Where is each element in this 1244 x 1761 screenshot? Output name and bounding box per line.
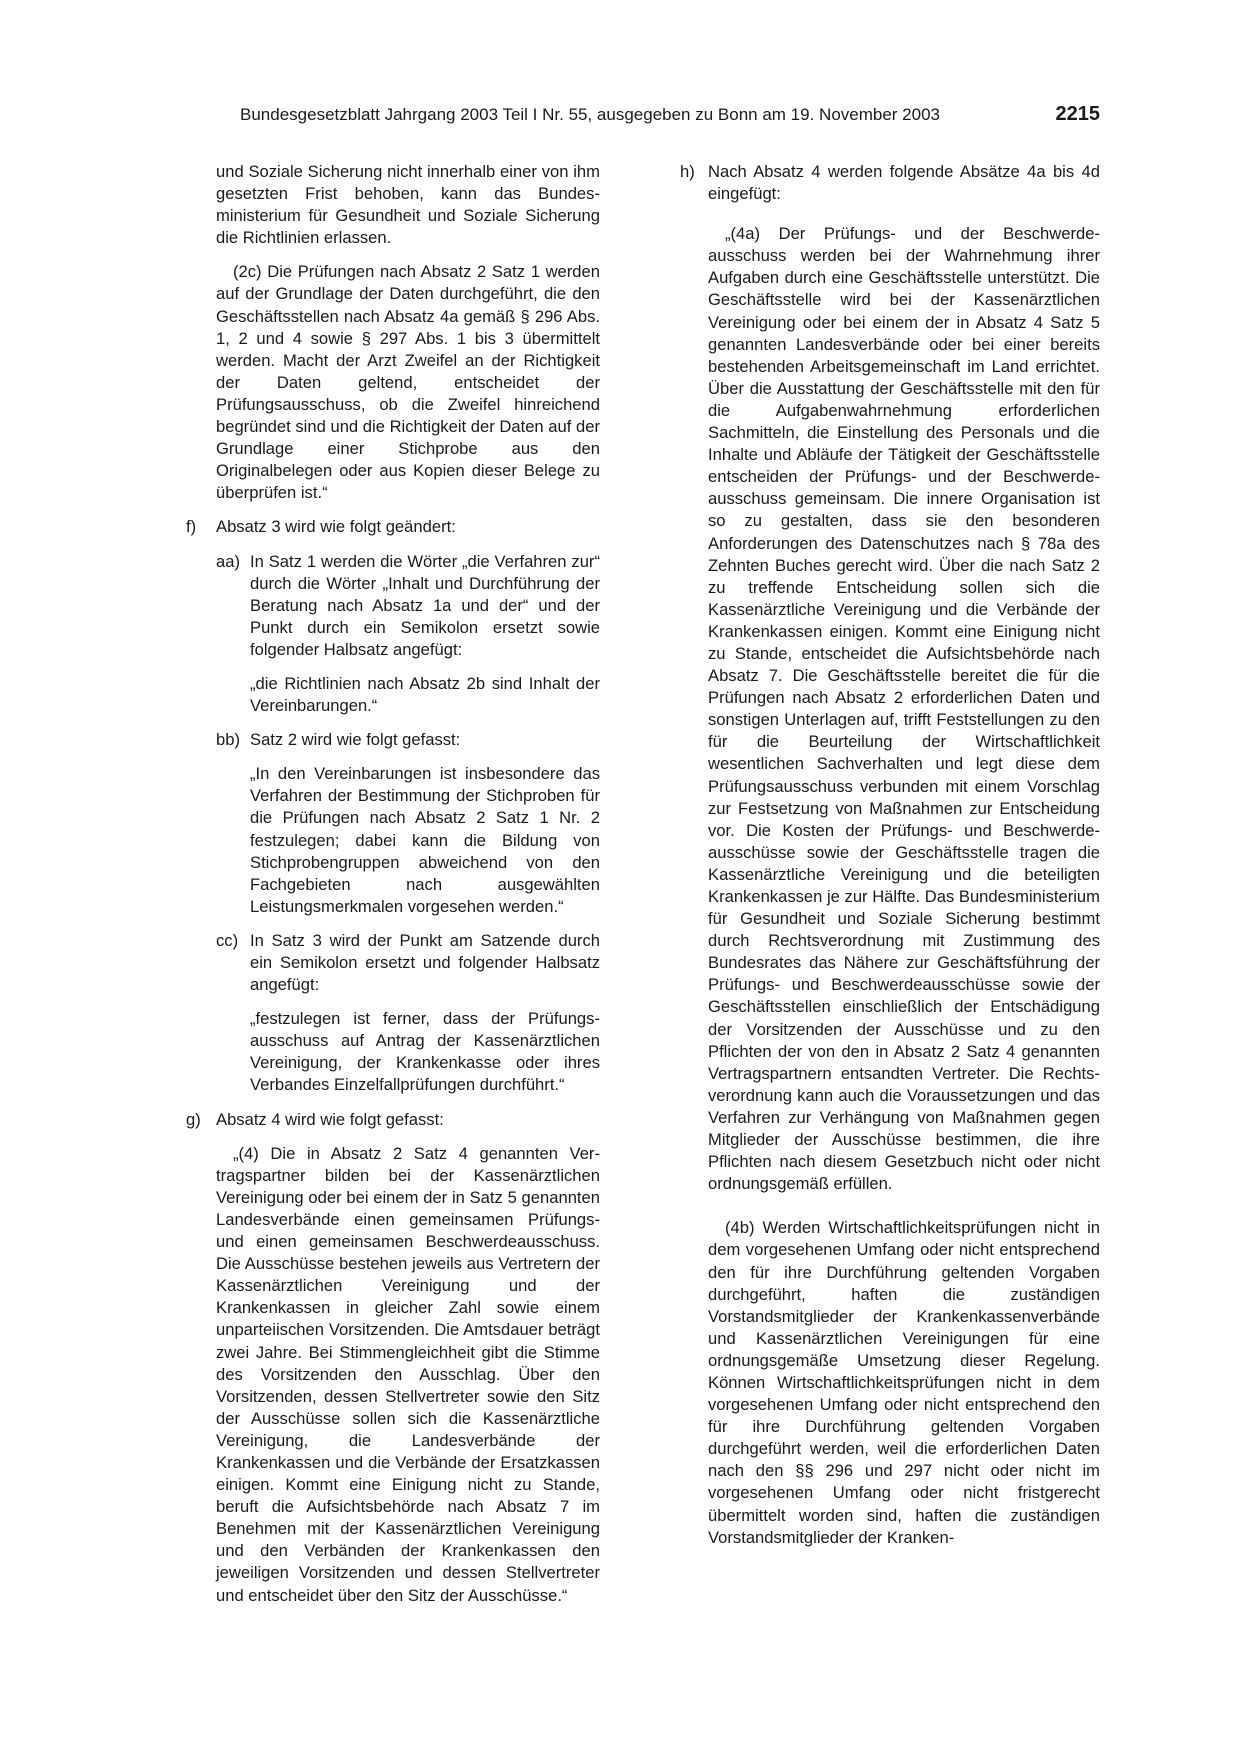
item-aa-quote: „die Richtlinien nach Absatz 2b sind Inhalt der Vereinbarungen.“ [250,673,600,716]
right-column [680,161,1100,1549]
item-g-label: g) [186,1109,201,1129]
item-bb-text: Satz 2 wird wie folgt gefasst: [250,730,461,750]
item-h-label: h) [680,162,695,181]
page-header [240,103,1100,129]
paragraph-4b: (4b) Werden Wirtschaftlichkeitsprüfungen nicht in dem vorgesehenen Umfang oder nicht entsprechend den für ihre Durchführung geltenden Vorgaben durchgeführt, haften die zuständigen Vorstandsmitglieder der Krankenkassenverbände und Kassenärztlichen Vereinigungen für eine ordnungsgemäße Umsetzung dieser Regelung. Können Wirtschaftlichkeitsprüfungen nicht in dem vorgesehenen Umfang oder nicht entsprechend den für ihre Durchführung geltenden Vorgaben durchgeführt werden, weil die erforderlichen Daten nach den §§ 296 und 297 nicht oder nicht im vorgesehenen Umfang oder nicht fristgerecht übermittelt worden sind, haften die zuständigen Vorstandsmitglieder der Kranken- [708,1218,1100,1547]
header-title: Bundesgesetzblatt Jahrgang 2003 Teil I Nr. 55, ausgegeben zu Bonn am 19. November 2003 [240,105,940,124]
item-aa [186,551,600,661]
item-bb-label: bb) [216,730,240,750]
page-number: 2215 [1055,103,1100,125]
item-cc-quote: „festzulegen ist ferner, dass der Prüfungsausschuss auf Antrag der Kassenärztlichen Vereinigung, der Krankenkasse oder ihres Verbandes Einzelfallprüfungen durchführt.“ [250,1009,600,1095]
item-aa-label: aa) [216,551,240,571]
item-g-quote: „(4) Die in Absatz 2 Satz 4 genannten Vertragspartner bilden bei der Kassenärztlichen Vereinigung oder bei einem der in Satz 5 genannten Landesverbände einen gemeinsamen Prüfungs- und einen gemeinsamen Beschwerdeausschuss. Die Ausschüsse bestehen jeweils aus Vertretern der Kassenärztlichen Vereinigung und der Krankenkassen in gleicher Zahl sowie einem unparteiischen Vorsitzenden. Die Amtsdauer beträgt zwei Jahre. Bei Stimmengleichheit gibt die Stimme des Vorsitzenden den Ausschlag. Über den Vorsitzenden, dessen Stellvertreter sowie den Sitz der Ausschüsse sollen sich die Kassenärztliche Vereinigung, die Landesverbände der Krankenkassen und die Verbände der Ersatzkassen einigen. Kommt eine Einigung nicht zu Stande, beruft die Aufsichtsbehörde nach Absatz 7 im Benehmen mit der Kassenärztlichen Vereinigung und den Verbänden der Krankenkassen den jeweiligen Vorsitzenden und dessen Stellvertreter und entscheidet über den Sitz der Ausschüsse.“ [216,1143,600,1605]
item-g-text: Absatz 4 wird wie folgt gefasst: [216,1109,444,1129]
item-cc [186,930,600,996]
item-h [680,161,1100,205]
item-h-text: Nach Absatz 4 werden folgende Absätze 4a bis 4d eingefügt: [708,162,1100,204]
item-f [186,516,600,538]
item-f-label: f) [186,517,197,537]
item-bb [186,729,600,751]
left-column [186,161,600,1607]
item-bb-quote: „In den Vereinbarungen ist insbesondere das Verfahren der Bestimmung der Stichproben für die Prüfungen nach Absatz 2 Satz 1 Nr. 2 festzulegen; dabei kann die Bildung von Stichprobengruppen abweichend von den Fachgebieten nach ausgewählten Leistungsmerkmalen vorgesehen werden.“ [250,764,600,916]
item-aa-text: In Satz 1 werden die Wörter „die Verfahren zur“ durch die Wörter „Inhalt und Durchführung der Beratung nach Absatz 1a und der“ und der Punkt durch ein Semikolon ersetzt sowie folgender Halbsatz angefügt: [250,551,600,659]
item-f-text: Absatz 3 wird wie folgt geändert: [216,517,456,537]
paragraph-2c: (2c) Die Prüfungen nach Absatz 2 Satz 1 werden auf der Grundlage der Daten durchgeführt, die den Geschäftsstellen nach Absatz 4a gemäß § 296 Abs. 1, 2 und 4 sowie § 297 Abs. 1 bis 3 übermittelt werden. Macht der Arzt Zweifel an der Richtigkeit der Daten geltend, entscheidet der Prüfungsausschuss, ob die Zweifel hinreichend begründet sind und die Richtigkeit der Daten auf der Grundlage einer Stichprobe aus den Originalbelegen oder aus Kopien dieser Belege zu überprüfen ist.“ [216,262,600,503]
paragraph-2b-end: und Soziale Sicherung nicht innerhalb einer von ihm gesetzten Frist behoben, kann das Bundesministerium für Gesundheit und Soziale Sicherung die Richtlinien erlassen. [216,162,600,248]
item-g [186,1109,600,1131]
item-cc-text: In Satz 3 wird der Punkt am Satzende durch ein Semikolon ersetzt und folgender Halbsatz angefügt: [250,930,600,995]
item-cc-label: cc) [216,930,239,950]
paragraph-4a: „(4a) Der Prüfungs- und der Beschwerdeausschuss werden bei der Wahrnehmung ihrer Aufgaben durch eine Geschäftsstelle unterstützt. Die Geschäftsstelle wird bei der Kassenärztlichen Vereinigung oder bei einem der in Absatz 4 Satz 5 genannten Landesverbände oder bei einer bereits bestehenden Arbeitsgemeinschaft im Land errichtet. Über die Ausstattung der Geschäftsstelle mit den für die Aufgabenwahrnehmung erforderlichen Sachmitteln, die Einstellung des Personals und die Inhalte und Abläufe der Tätigkeit der Geschäftsstelle entscheiden der Prüfungs- und der Beschwerdeausschuss gemeinsam. Die innere Organisation ist so zu gestalten, dass sie den besonderen Anforderungen des Datenschutzes nach § 78a des Zehnten Buches gerecht wird. Über die nach Satz 2 zu treffende Entscheidung sollen sich die Kassenärztliche Vereinigung und die Verbände der Krankenkassen einigen. Kommt eine Einigung nicht zu Stande, entscheidet die Aufsichtsbehörde nach Absatz 7. Die Geschäftsstelle bereitet die für die Prüfungen nach Absatz 2 erforderlichen Daten und sonstigen Unterlagen auf, trifft Feststellungen zu den für die Beurteilung der Wirtschaftlichkeit wesentlichen Sachverhalten und legt diese dem Prüfungsausschuss verbunden mit einem Vorschlag zur Festsetzung von Maßnahmen zur Entscheidung vor. Die Kosten der Prüfungs- und Beschwerdeausschüsse sowie der Geschäftsstelle tragen die Kassenärztliche Vereinigung und die beteiligten Krankenkassen je zur Hälfte. Das Bundesministerium für Gesundheit und Soziale Sicherung bestimmt durch Rechtsverordnung mit Zustimmung des Bundesrates das Nähere zur Geschäftsführung der Prüfungs- und Beschwerdeausschüsse sowie der Geschäftsstellen einschließlich der Entschädigung der Vorsitzenden der Ausschüsse und zu den Pflichten der von den in Absatz 2 Satz 4 genannten Vertragspartnern entsandten Vertreter. Die Rechtsverordnung kann auch die Voraussetzungen und das Verfahren zur Verhängung von Maßnahmen gegen Mitglieder der Ausschüsse bestimmen, die ihre Pflichten nach diesem Gesetzbuch nicht oder nicht ordnungsgemäß erfüllen. [708,224,1100,1194]
